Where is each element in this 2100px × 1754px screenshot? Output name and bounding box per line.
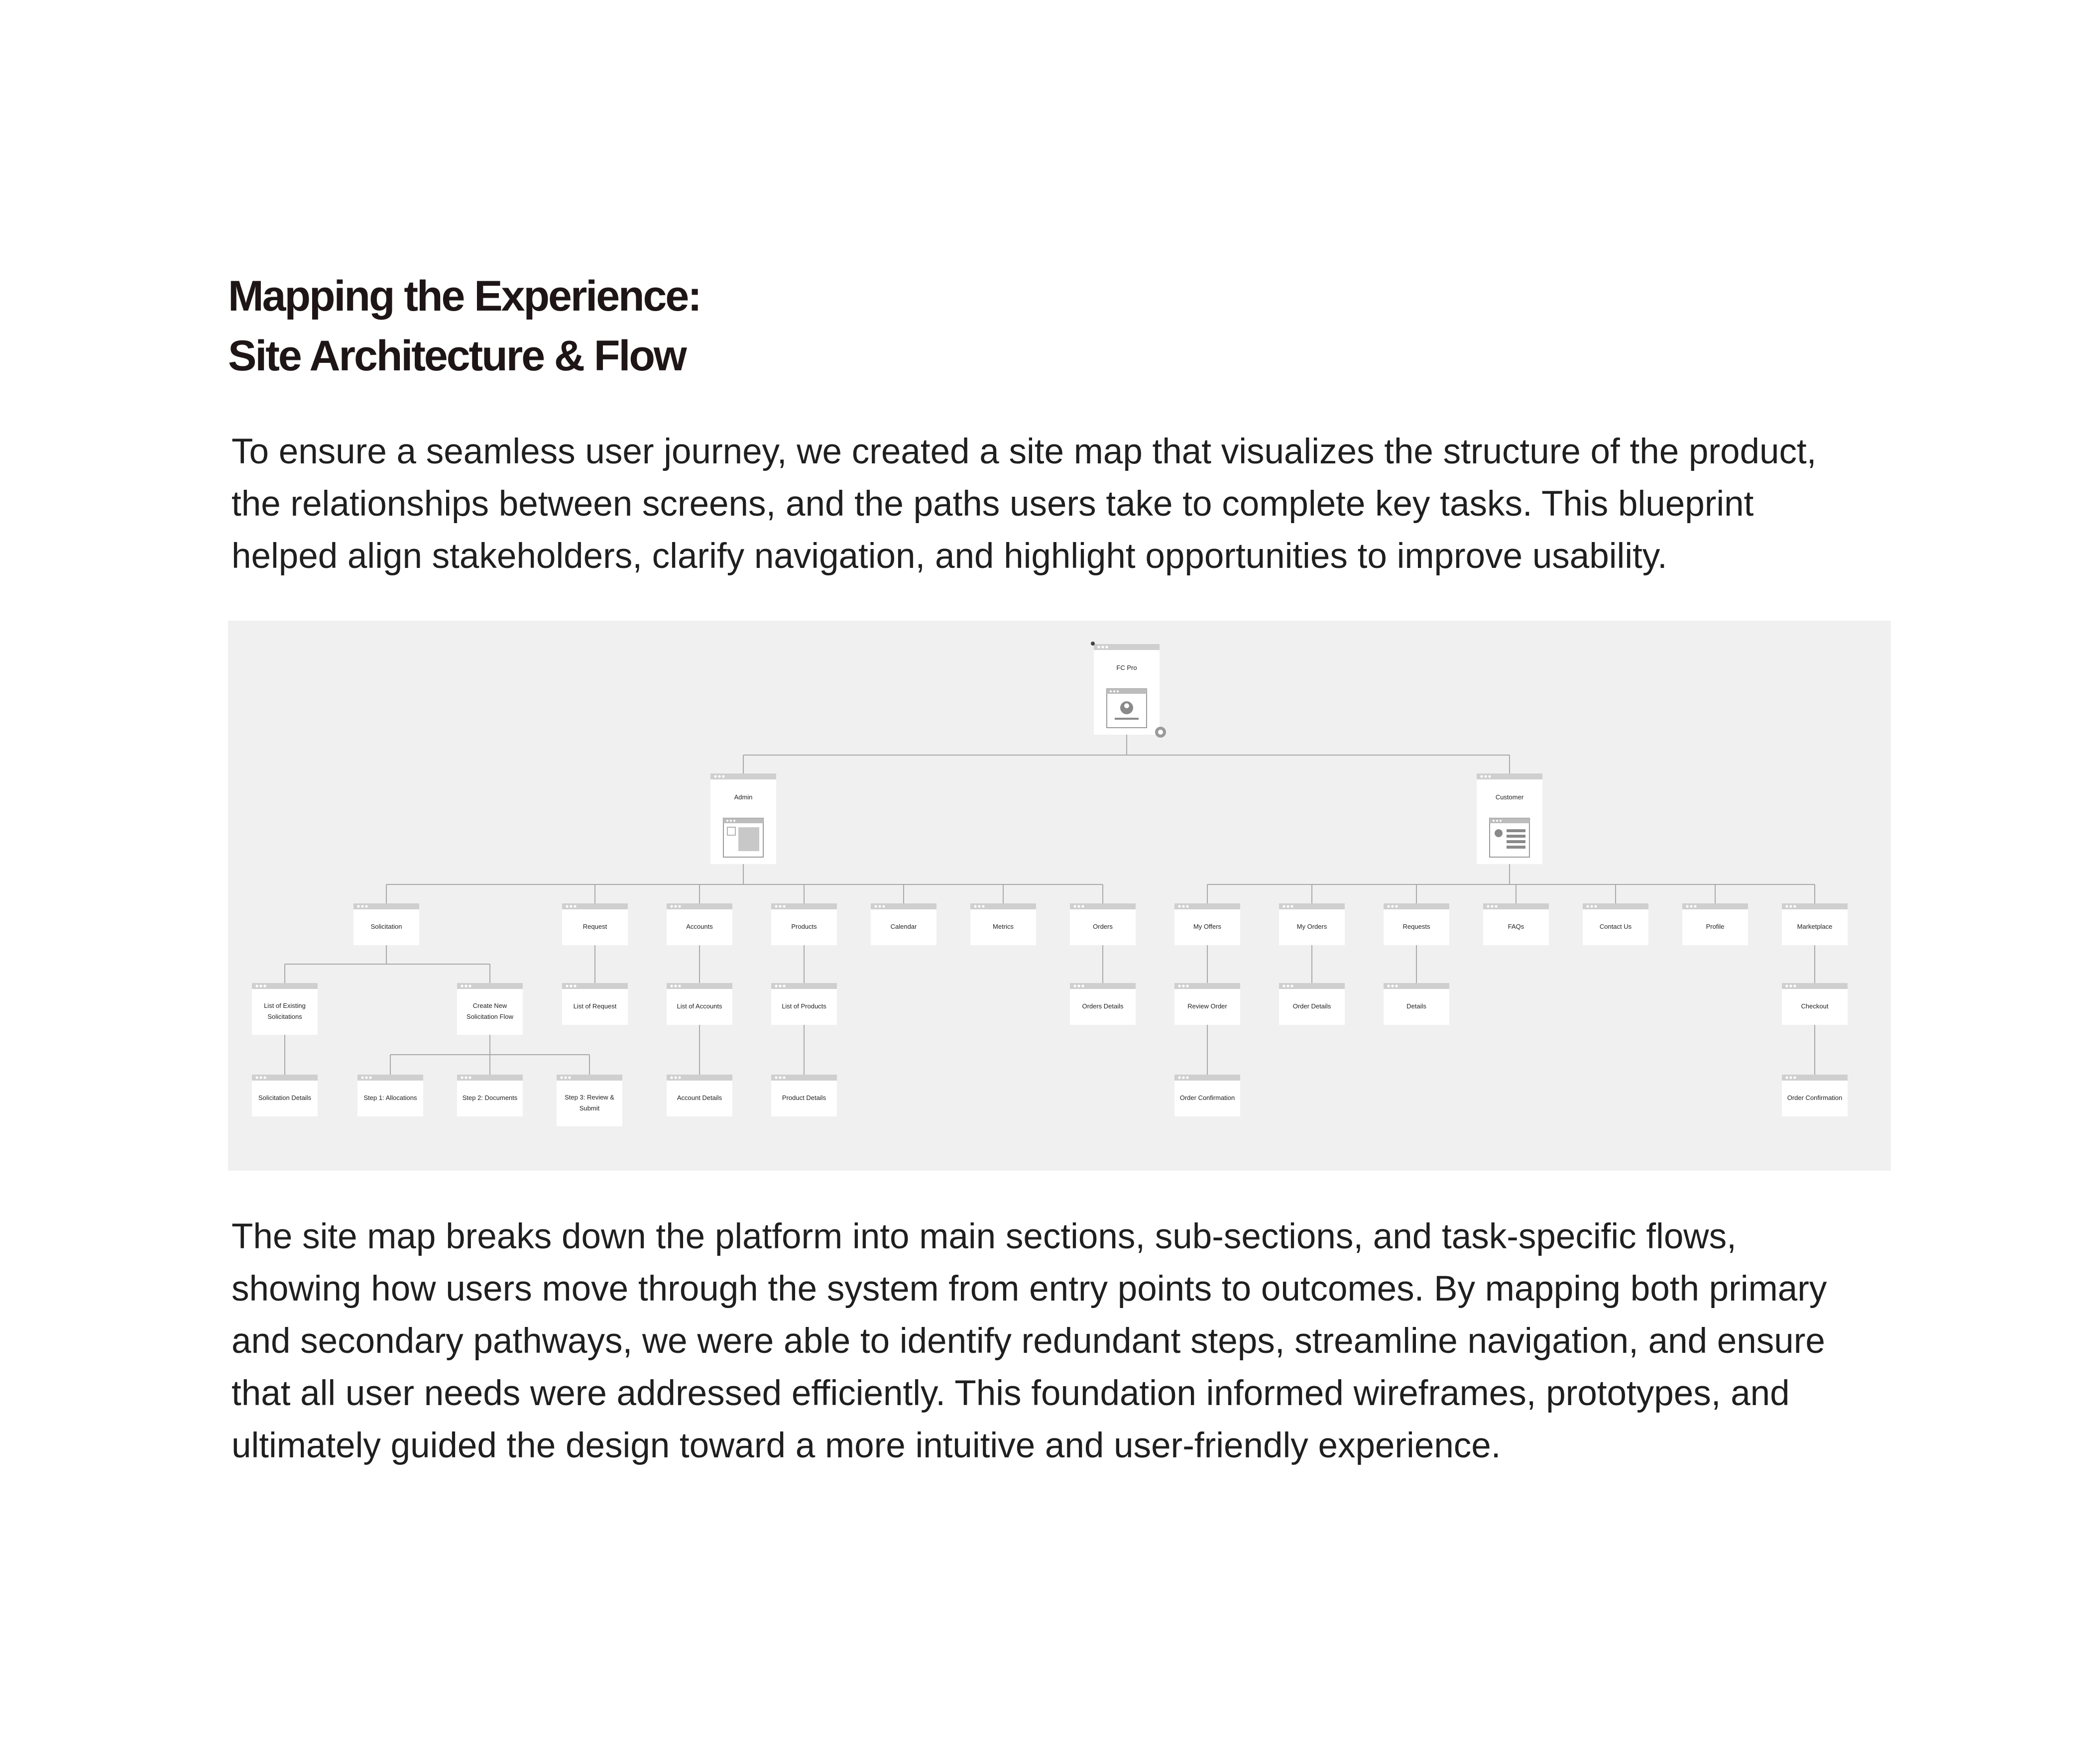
sitemap-node-accounts [667,903,732,945]
window-dots-icon [974,905,984,907]
node-label: Details [1406,1002,1426,1010]
outro-line: ultimately guided the design toward a more intuitive and user-friendly experience. [232,1426,1501,1465]
intro-line: To ensure a seamless user journey, we created a site map that visualizes the structure of the product, [232,432,1817,471]
node-label: Product Details [782,1094,826,1101]
sitemap-node-order-confirmation-checkout [1782,1075,1848,1116]
node-label: Step 1: Allocations [363,1094,417,1101]
sitemap-node-orders [1070,903,1136,945]
window-dots-icon [1480,775,1491,777]
admin-wireframe-icon [723,818,763,857]
window-dots-icon [1073,905,1084,907]
node-label: Products [791,923,817,930]
window-dots-icon [1387,905,1398,907]
node-label: Step 3: Review & [565,1094,614,1101]
node-label: Contact Us [1599,923,1632,930]
sitemap-node-review-order [1174,983,1240,1025]
window-dots-icon [361,1076,371,1079]
heading-line-2: Site Architecture & Flow [228,332,686,380]
window-dots-icon [1283,985,1293,987]
sitemap-node-metrics [970,903,1036,945]
sitemap-node-list-products [771,983,837,1025]
sitemap-node-product-details [771,1075,837,1116]
section-heading [228,266,700,386]
heading-line-1: Mapping the Experience: [228,272,700,320]
window-dots-icon [1097,646,1108,648]
window-dots-icon [714,775,724,777]
node-label: List of Accounts [677,1002,722,1010]
node-label: Customer [1495,793,1524,801]
window-dots-icon [255,985,266,987]
window-dots-icon [874,905,885,907]
add-badge-icon [1155,727,1166,738]
window-dots-icon [1283,905,1293,907]
sitemap-node-order-confirmation-offers [1174,1075,1240,1116]
sitemap-node-list-request [562,983,628,1025]
node-label: Orders [1093,923,1113,930]
node-label: Order Confirmation [1787,1094,1843,1101]
outro-line: and secondary pathways, we were able to identify redundant steps, streamline navigation, and ensure [232,1321,1825,1361]
node-label: Requests [1402,923,1430,930]
window-dots-icon [775,1076,785,1079]
window-dots-icon [775,905,785,907]
window-dots-icon [1178,985,1188,987]
window-dots-icon [1785,1076,1796,1079]
window-dots-icon [670,1076,681,1079]
window-dots-icon [566,985,576,987]
profile-wireframe-icon [1107,689,1147,728]
node-label: FC Pro [1116,664,1137,671]
node-label: Metrics [993,923,1014,930]
window-dots-icon [357,905,367,907]
sitemap-node-step2 [457,1075,523,1116]
window-dots-icon [1686,905,1696,907]
node-label: Checkout [1801,1002,1829,1010]
sitemap-node-solicitation-details [252,1075,318,1116]
node-label: FAQs [1508,923,1524,930]
sitemap-node-checkout [1782,983,1848,1025]
anchor-dot [1091,642,1095,646]
sitemap-node-contact-us [1583,903,1648,945]
sitemap-node-calendar [871,903,936,945]
window-dots-icon [1178,1076,1188,1079]
window-dots-icon [1387,985,1398,987]
sitemap-node-customer [1477,773,1542,864]
sitemap-diagram [228,621,1891,1171]
sitemap-node-products [771,903,837,945]
sitemap-node-my-orders [1279,903,1345,945]
outro-paragraph [232,1210,1924,1472]
window-dots-icon [1785,905,1796,907]
intro-line: the relationships between screens, and the paths users take to complete key tasks. This blueprint [232,484,1754,524]
node-label: Solicitation [370,923,402,930]
node-label: Marketplace [1797,923,1833,930]
sitemap-node-my-offers [1174,903,1240,945]
outro-line: showing how users move through the system from entry points to outcomes. By mapping both primary [232,1269,1827,1309]
window-dots-icon [566,905,576,907]
sitemap-node-details [1384,983,1449,1025]
node-label: Order Details [1292,1002,1331,1010]
sitemap-node-root [1091,642,1166,738]
window-dots-icon [670,905,681,907]
node-label: Step 2: Documents [462,1094,518,1101]
node-label: Solicitation Details [258,1094,312,1101]
node-label: Create New [472,1002,507,1009]
window-dots-icon [1586,905,1597,907]
window-dots-icon [775,985,785,987]
intro-paragraph [232,426,1924,582]
node-label: List of Existing [264,1002,306,1009]
window-dots-icon [670,985,681,987]
window-dots-icon [1178,905,1188,907]
sitemap-node-account-details [667,1075,732,1116]
window-dots-icon [255,1076,266,1079]
node-label: My Offers [1193,923,1222,930]
node-label: Request [583,923,607,930]
sitemap-node-requests [1384,903,1449,945]
sitemap-canvas [228,621,1891,1171]
sitemap-node-request [562,903,628,945]
sitemap-node-profile [1682,903,1748,945]
node-label: Review Order [1187,1002,1227,1010]
node-label: Order Confirmation [1179,1094,1235,1101]
sitemap-node-marketplace [1782,903,1848,945]
outro-line: that all user needs were addressed efficiently. This foundation informed wireframes, prototypes, and [232,1374,1790,1413]
sitemap-node-step3 [557,1075,622,1126]
window-dots-icon [1785,985,1796,987]
sitemap-node-create-new [457,983,523,1035]
node-label: Solicitation Flow [467,1013,513,1020]
sitemap-node-list-accounts [667,983,732,1025]
list-wireframe-icon [1490,818,1529,857]
node-label: Profile [1706,923,1725,930]
sitemap-node-order-details [1279,983,1345,1025]
window-dots-icon [461,985,471,987]
window-dots-icon [1073,985,1084,987]
window-dots-icon [560,1076,571,1079]
node-label: Accounts [686,923,713,930]
node-label: List of Products [782,1002,826,1010]
node-label: Orders Details [1082,1002,1124,1010]
sitemap-node-step1 [357,1075,423,1116]
sitemap-node-list-existing [252,983,318,1035]
node-label: Submit [579,1104,600,1112]
node-label: Solicitations [267,1013,302,1020]
node-label: Calendar [890,923,917,930]
sitemap-node-orders-details [1070,983,1136,1025]
sitemap-node-faqs [1483,903,1549,945]
node-label: Admin [734,793,753,801]
window-dots-icon [461,1076,471,1079]
outro-line: The site map breaks down the platform into main sections, sub-sections, and task-specific flows, [232,1217,1737,1256]
sitemap-node-admin [710,773,776,864]
intro-line: helped align stakeholders, clarify navigation, and highlight opportunities to improve usability. [232,537,1667,576]
node-label: Account Details [677,1094,722,1101]
sitemap-node-solicitation [353,903,419,945]
node-label: My Orders [1296,923,1327,930]
node-label: List of Request [573,1002,617,1010]
window-dots-icon [1487,905,1497,907]
